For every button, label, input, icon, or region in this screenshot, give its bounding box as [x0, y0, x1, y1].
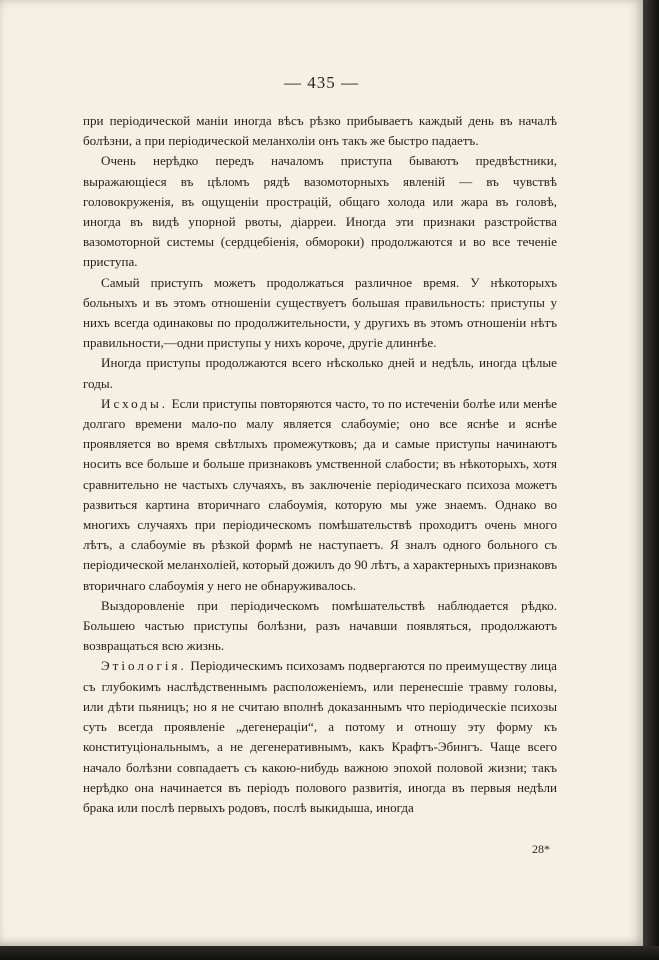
- paragraph-text: Иногда приступы продолжаются всего нѣсколько дней и недѣль, иногда цѣлые годы.: [83, 355, 557, 391]
- paragraph-text: Самый приступъ можетъ продолжаться различное время. У нѣкоторыхъ больныхъ и въ этомъ отношеніи существуетъ большая правильность: приступы у нихъ всегда одинаковы по продолжительности, у другихъ въ этомъ отношеніи нѣтъ правильности,—одни приступы у нихъ короче, другіе длиннѣе.: [83, 274, 557, 351]
- section-heading: Исходы.: [101, 395, 169, 411]
- page-edge-shadow: [0, 946, 659, 960]
- page-edge-shadow: [643, 0, 659, 960]
- paragraph-text: Выздоровленіе при періодическомъ помѣшательствѣ наблюдается рѣдко. Большею частью приступы болѣзни, разъ начавши появляться, продолжаютъ возвращаться всю жизнь.: [83, 597, 557, 654]
- paragraph: [83, 596, 557, 657]
- paragraph: [83, 111, 557, 151]
- paragraph-text: Очень нерѣдко передъ началомъ приступа бываютъ предвѣстники, выражающіеся въ цѣломъ рядѣ вазомоторныхъ явленій — въ чувствѣ головокруженія, въ ощущеніи прострацій, общаго холода или жара въ головѣ, иногда въ видѣ упорной рвоты, діарреи. Иногда эти признаки разстройства вазомоторной системы (сердцебіенія, обмороки) продолжаются и во все теченіе приступа.: [83, 153, 557, 270]
- paragraph-text: Періодическимъ психозамъ подвергаются по преимуществу лица съ глубокимъ наслѣдственнымъ расположеніемъ, или перенесшіе травму головы, или дѣти пьяницъ; но я не считаю вполнѣ доказаннымъ что періодическіе психозы суть всегда проявленіе „дегенераціи“, а потому и отношу эту форму къ конституціональнымъ, а не дегенеративнымъ, какъ Крафтъ-Эбингъ. Чаще всего начало болѣзни совпадаетъ съ какою-нибудь важною эпохой половой жизни; такъ нерѣдко она начинается въ періодъ полового развитія, иногда въ первыя недѣли брака или послѣ первыхъ родовъ, послѣ выкидыша, иногда: [83, 658, 557, 815]
- paragraph: [83, 656, 557, 818]
- body-text: [83, 111, 557, 818]
- printer-signature-mark: 28*: [532, 842, 550, 856]
- page-number: — 435 —: [284, 73, 359, 92]
- paragraph: [83, 273, 557, 354]
- paragraph-text: при періодической маніи иногда вѣсъ рѣзко прибываетъ каждый день въ началѣ болѣзни, а при періодической меланхоліи онъ такъ же быстро падаетъ.: [83, 113, 557, 149]
- paragraph: [83, 151, 557, 272]
- paragraph: [83, 353, 557, 393]
- paragraph: [83, 394, 557, 596]
- paragraph-text: Если приступы повторяются часто, то по истеченіи болѣе или менѣе долгаго времени мало-по малу является слабоуміе; оно все яснѣе и яснѣе проявляется во время свѣтлыхъ промежутковъ; да и самые приступы начинаютъ носить все больше и больше признаковъ умственной слабости; въ нѣкоторыхъ, хотя сравнительно не частыхъ случаяхъ, въ заключеніе періодическаго психоза можетъ развиться картина вторичнаго слабоумія, которую мы уже знаемъ. Однако во многихъ случаяхъ при періодическомъ помѣшательствѣ проходитъ очень много лѣтъ, а слабоуміе въ рѣзкой формѣ не наступаетъ. Я зналъ одного больного съ періодической меланхоліей, который дожилъ до 90 лѣтъ, а характерныхъ признаковъ вторичнаго слабоумія у него не обнаруживалось.: [83, 395, 557, 593]
- section-heading: Этіологія.: [101, 658, 187, 674]
